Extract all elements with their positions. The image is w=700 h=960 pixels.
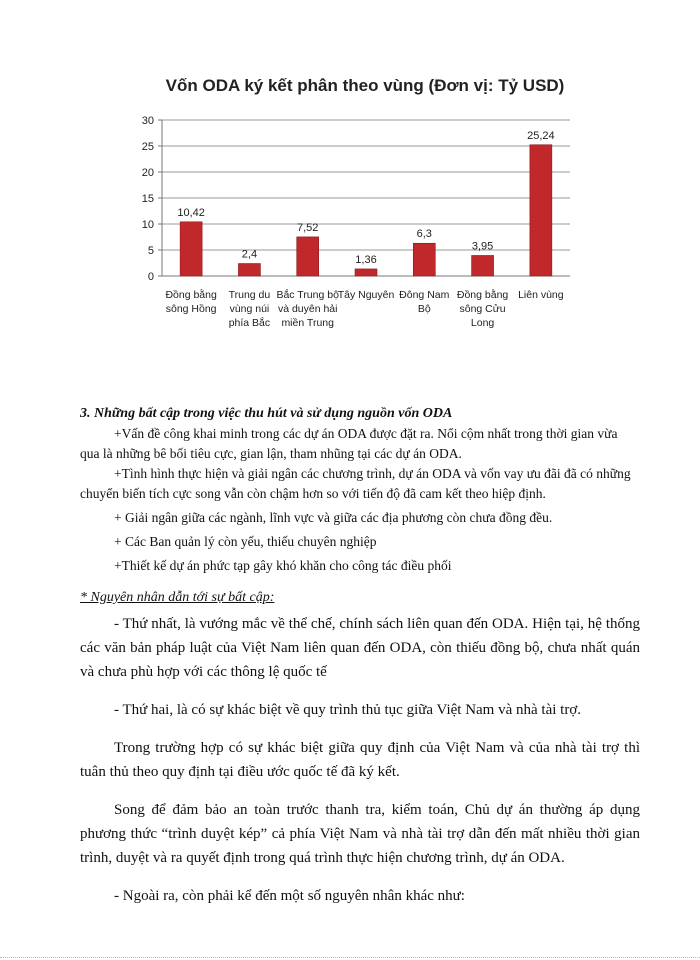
cause-paragraph-4: Song để đảm bảo an toàn trước thanh tra, kiểm toán, Chủ dự án thường áp dụng phương thức “trình duyệt kép” cả phía Việt Nam và nhà tài trợ dẫn đến mất nhiều thời gian trình, duyệt và ra quyết định trong quá trình thực hiện chương trình, dự án ODA. [80, 802, 640, 866]
bar-2 [238, 264, 260, 276]
causes-section [80, 590, 640, 908]
bar-value-label: 2,4 [241, 248, 258, 261]
page-bottom-divider [0, 957, 700, 958]
bar-value-label: 25,24 [527, 129, 555, 142]
chart-gridlines [162, 120, 570, 276]
x-category-label: Đông Nam Bộ [399, 289, 450, 315]
chart-title: Vốn ODA ký kết phân theo vùng (Đơn vị: Tỷ USD) [165, 76, 565, 95]
bar-value-label: 1,36 [355, 253, 377, 266]
bar-value-label: 3,95 [471, 240, 494, 253]
issue-paragraph-3: + Giải ngân giữa các ngành, lĩnh vực và giữa các địa phương còn chưa đồng đều. [114, 510, 553, 525]
issue-paragraph-5: +Thiết kế dự án phức tạp gây khó khăn cho công tác điều phối [114, 558, 452, 573]
x-category-label: Đồng bằng sông Cửu Long [456, 289, 509, 329]
x-category-label: Bắc Trung bộ và duyên hải miền Trung [276, 289, 339, 329]
y-tick-label: 10 [141, 219, 154, 231]
bar-3 [297, 237, 319, 276]
section-3-heading: 3. Những bất cập trong việc thu hút và sử dụng nguồn vốn ODA [80, 406, 453, 421]
y-tick-label: 25 [141, 141, 154, 153]
cause-paragraph-1: - Thứ nhất, là vướng mắc về thể chế, chính sách liên quan đến ODA. Hiện tại, hệ thống các văn bản pháp luật của Việt Nam liên quan đến ODA, còn thiếu đồng bộ, chưa nhất quán và chưa phù hợp với các thông lệ quốc tế [80, 616, 640, 680]
x-category-label: Liên vùng [518, 289, 564, 301]
y-tick-label: 5 [147, 245, 154, 257]
cause-paragraph-5: - Ngoài ra, còn phải kể đến một số nguyên nhân khác như: [114, 888, 465, 904]
chart-labels [142, 115, 564, 329]
bar-value-label: 10,42 [177, 206, 205, 219]
bar-value-label: 6,3 [416, 228, 432, 241]
x-category-label: Trung du vùng núi phía Bắc [228, 289, 271, 329]
issue-paragraph-1: +Vấn đề công khai minh trong các dự án ODA được đặt ra. Nổi cộm nhất trong thời gian vừa qua là những bê bối tiêu cực, gian lận, tham nhũng tại các dự án ODA. [80, 426, 618, 461]
bar-4 [355, 269, 377, 276]
x-category-label: Tây Nguyên [337, 289, 395, 301]
bar-5 [413, 243, 435, 276]
y-tick-label: 30 [141, 115, 154, 127]
bar-value-label: 7,52 [297, 221, 319, 234]
y-tick-label: 20 [141, 167, 154, 179]
bar-1 [180, 222, 202, 276]
x-category-label: Đồng bằng sông Hồng [165, 289, 217, 315]
cause-paragraph-3: Trong trường hợp có sự khác biệt giữa quy định của Việt Nam và của nhà tài trợ thì tuân thủ theo quy định tại điều ước quốc tế đã ký kết. [80, 740, 640, 780]
cause-paragraph-2: - Thứ hai, là có sự khác biệt về quy trình thủ tục giữa Việt Nam và nhà tài trợ. [114, 702, 581, 718]
issue-paragraph-2: +Tình hình thực hiện và giải ngân các chương trình, dự án ODA và vốn vay ưu đãi đã có những chuyển biến tích cực song vẫn còn chậm hơn so với tiến độ đã cam kết theo hiệp định. [80, 466, 631, 501]
bar-6 [472, 255, 494, 276]
y-tick-label: 15 [141, 193, 154, 205]
y-tick-label: 0 [147, 271, 154, 283]
issue-paragraph-4: + Các Ban quản lý còn yếu, thiếu chuyên nghiệp [114, 534, 377, 549]
causes-heading: * Nguyên nhân dẫn tới sự bất cập: [80, 590, 275, 605]
oda-bar-chart [0, 0, 700, 370]
bar-7 [530, 145, 552, 276]
section-3 [80, 404, 640, 576]
